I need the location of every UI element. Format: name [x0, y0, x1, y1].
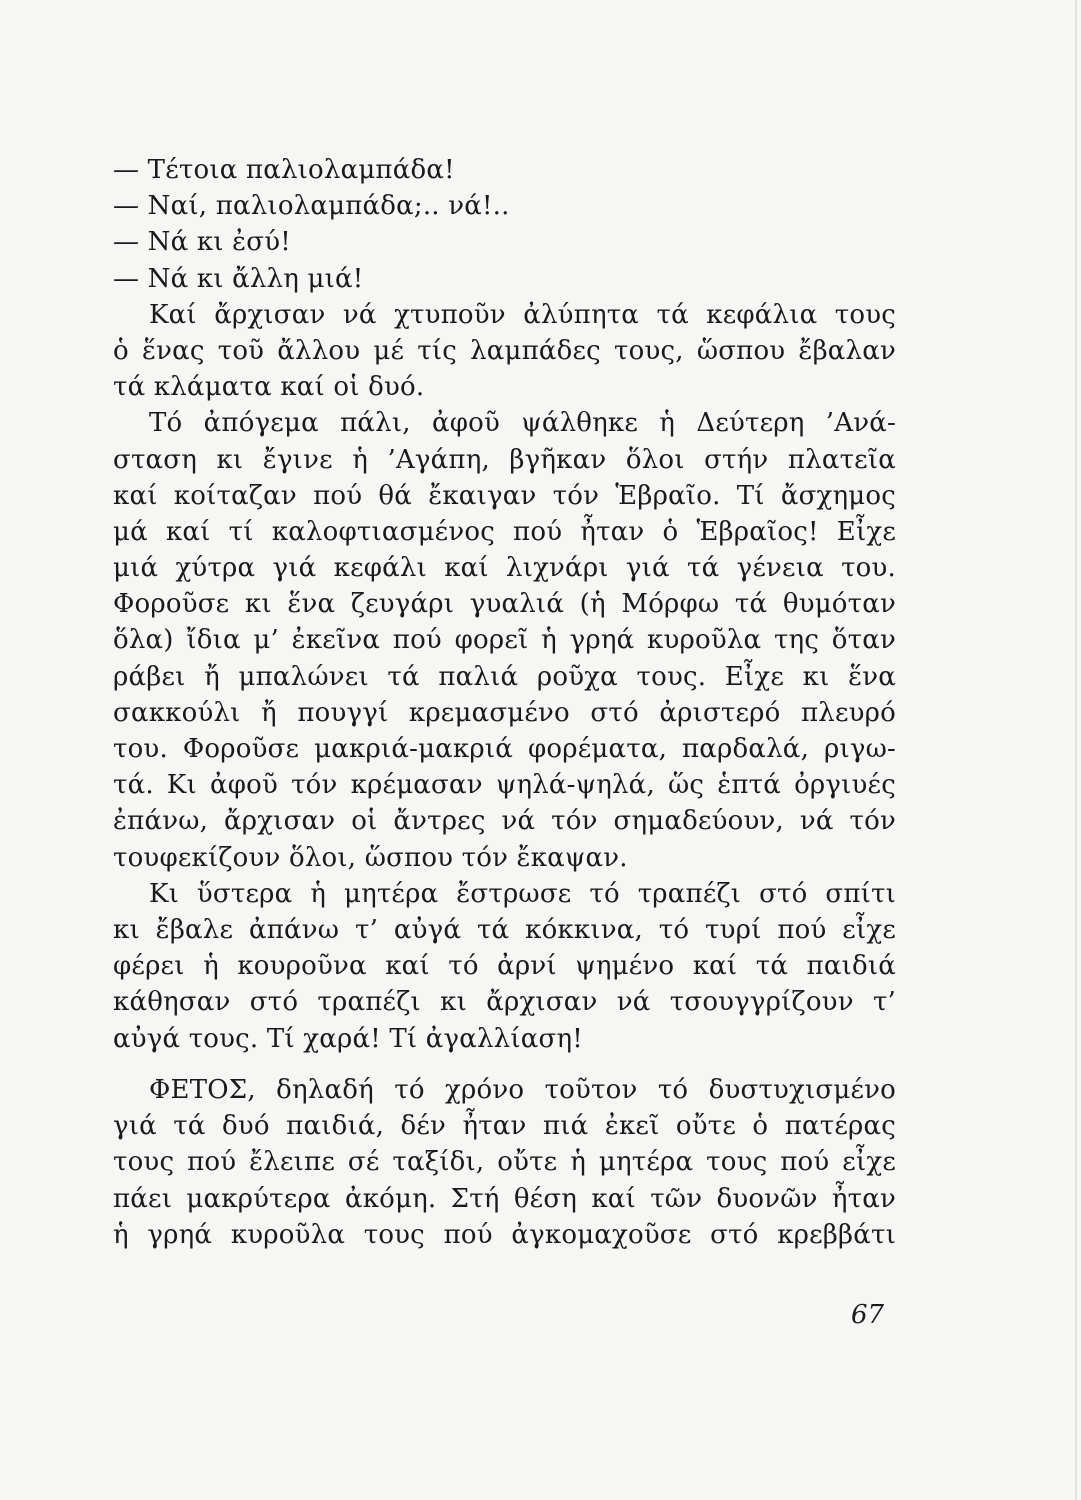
paragraph-line: αὐγά τους. Τί χαρά! Τί ἀγαλλίαση!: [113, 1023, 583, 1054]
dialogue-line: — Νά κι ἐσύ!: [113, 227, 291, 258]
paragraph-line: ὁ ἕνας τοῦ ἄλλου μέ τίς λαμπάδες τους, ὥσπου ἔβαλαν: [113, 335, 896, 366]
paragraph-line: καί κοίταζαν πού θά ἔκαιγαν τόν Ἑβραῖο. Τί ἄσχημος: [113, 480, 896, 511]
paragraph-line: Κι ὕστερα ἡ μητέρα ἔστρωσε τό τραπέζι στό σπίτι: [149, 878, 896, 909]
paragraph-line: ὅλα) ἴδια μ’ ἐκεῖνα πού φορεῖ ἡ γρηά κυροῦλα της ὅταν: [113, 625, 896, 656]
paragraph-line: φέρει ἡ κουροῦνα καί τό ἀρνί ψημένο καί τά παιδιά: [113, 951, 896, 982]
paragraph-line: τουφεκίζουν ὅλοι, ὥσπου τόν ἔκαψαν.: [113, 842, 628, 873]
paragraph-line: ΦΕΤΟΣ, δηλαδή τό χρόνο τοῦτον τό δυστυχισμένο: [149, 1075, 896, 1105]
paragraph-line: γιά τά δυό παιδιά, δέν ἦταν πιά ἐκεῖ οὔτε ὁ πατέρας: [113, 1111, 896, 1142]
paragraph-line: τους πού ἔλειπε σέ ταξίδι, οὔτε ἡ μητέρα τους πού εἶχε: [113, 1147, 896, 1178]
paragraph-line: Φοροῦσε κι ἕνα ζευγάρι γυαλιά (ἡ Μόρφω τά θυμόταν: [113, 589, 896, 620]
dialogue-line: — Ναί, παλιολαμπάδα;.. νά!..: [113, 191, 510, 222]
paragraph-line: μιά χύτρα γιά κεφάλι καί λιχνάρι γιά τά γένεια του.: [113, 553, 896, 584]
paragraph-line: του. Φοροῦσε μακριά-μακριά φορέματα, παρδαλά, ριγω-: [113, 734, 896, 764]
dialogue-line: — Νά κι ἄλλη μιά!: [113, 263, 364, 294]
paragraph-line: Τό ἀπόγεμα πάλι, ἀφοῦ ψάλθηκε ἡ Δεύτερη ’Ανά-: [149, 408, 896, 439]
paragraph-line: κάθησαν στό τραπέζι κι ἄρχισαν νά τσουγγρίζουν τ’: [113, 987, 896, 1018]
paragraph-line: τά κλάματα καί οἱ δυό.: [113, 372, 425, 403]
text-section-2: [113, 1072, 896, 1253]
paragraph-line: ἐπάνω, ἄρχισαν οἱ ἄντρες νά τόν σημαδεύουν, νά τόν: [113, 806, 896, 837]
paragraph-line: πάει μακρύτερα ἀκόμη. Στή θέση καί τῶν δυονῶν ἦταν: [113, 1183, 896, 1214]
paragraph-line: τά. Κι ἀφοῦ τόν κρέμασαν ψηλά-ψηλά, ὥς ἑπτά ὀργιυές: [113, 770, 896, 801]
page-number: 67: [851, 1300, 885, 1330]
paragraph-line: κι ἔβαλε ἀπάνω τ’ αὐγά τά κόκκινα, τό τυρί πού εἶχε: [113, 914, 896, 945]
paragraph-line: Καί ἄρχισαν νά χτυποῦν ἀλύπητα τά κεφάλια τους: [149, 299, 896, 330]
paragraph-line: σταση κι ἔγινε ἡ ’Αγάπη, βγῆκαν ὅλοι στήν πλατεῖα: [113, 444, 896, 475]
page-edge: [1075, 0, 1077, 1500]
text-section-1: [113, 152, 896, 1057]
paragraph-line: ἡ γρηά κυροῦλα τους πού ἀγκομαχοῦσε στό κρεββάτι: [113, 1219, 896, 1250]
dialogue-line: — Τέτοια παλιολαμπάδα!: [113, 155, 455, 185]
paragraph-line: μά καί τί καλοφτιασμένος πού ἦταν ὁ Ἑβραῖος! Εἶχε: [113, 516, 896, 547]
paragraph-line: σακκούλι ἤ πουγγί κρεμασμένο στό ἀριστερό πλευρό: [113, 697, 896, 728]
paragraph-line: ράβει ἤ μπαλώνει τά παλιά ροῦχα τους. Εἶχε κι ἕνα: [113, 661, 896, 692]
